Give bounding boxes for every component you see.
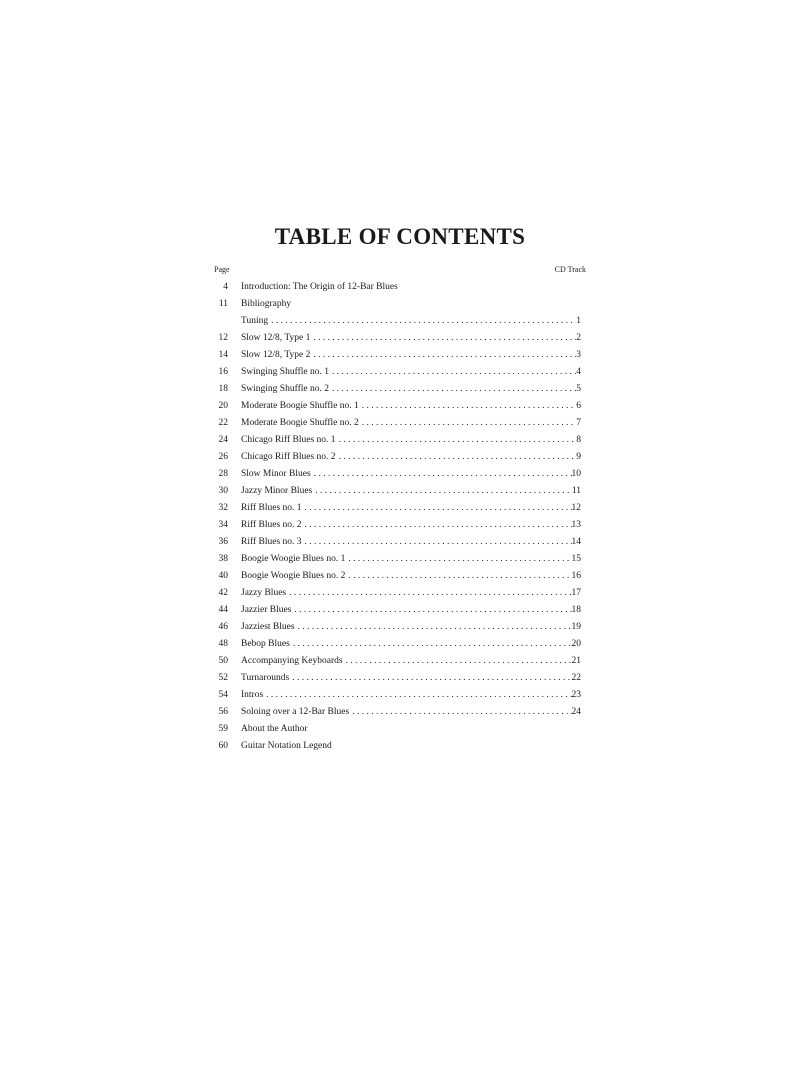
toc-entry-page: 32	[218, 503, 228, 513]
toc-entry-leader-line	[241, 602, 581, 619]
toc-entry-track: 10	[571, 469, 581, 479]
toc-entry-track: 16	[571, 571, 581, 581]
toc-entry-leader-line	[241, 670, 581, 687]
toc-list	[0, 279, 800, 755]
toc-entry	[0, 636, 800, 653]
toc-entry	[0, 415, 800, 432]
toc-entry-page: 38	[218, 554, 228, 564]
page-column-header: Page	[214, 265, 230, 274]
toc-entry-page: 44	[218, 605, 228, 615]
toc-entry-leader-line	[241, 415, 581, 432]
toc-entry	[0, 551, 800, 568]
toc-entry-track: 6	[576, 401, 581, 411]
toc-entry-page: 42	[218, 588, 228, 598]
leader-dots	[305, 517, 572, 534]
leader-dots	[348, 568, 571, 585]
toc-entry-title: Bebop Blues	[241, 639, 290, 649]
toc-entry-leader-line	[241, 347, 581, 364]
toc-entry	[0, 704, 800, 721]
toc-entry-page: 14	[218, 350, 228, 360]
toc-entry-track: 1	[576, 316, 581, 326]
toc-entry-leader-line	[241, 704, 581, 721]
toc-entry-title: Swinging Shuffle no. 2	[241, 384, 329, 394]
toc-entry	[0, 738, 800, 755]
cd-track-column-header: CD Track	[554, 265, 586, 274]
toc-entry	[0, 568, 800, 585]
toc-entry-title: Swinging Shuffle no. 1	[241, 367, 329, 377]
toc-entry-track: 17	[571, 588, 581, 598]
toc-entry-track: 18	[571, 605, 581, 615]
toc-entry-title: Moderate Boogie Shuffle no. 2	[241, 418, 359, 428]
leader-dots	[313, 347, 576, 364]
toc-entry-page: 36	[218, 537, 228, 547]
leader-dots	[294, 602, 571, 619]
toc-entry-title: Accompanying Keyboards	[241, 656, 343, 666]
toc-entry	[0, 687, 800, 704]
toc-entry	[0, 381, 800, 398]
toc-entry-title: Riff Blues no. 2	[241, 520, 302, 530]
toc-entry-leader-line	[241, 636, 581, 653]
toc-entry	[0, 500, 800, 517]
toc-entry-page: 11	[218, 299, 228, 309]
leader-dots	[314, 466, 572, 483]
toc-entry-title: Introduction: The Origin of 12-Bar Blues	[241, 282, 398, 292]
toc-entry-title: Jazziest Blues	[241, 622, 295, 632]
toc-entry-leader-line	[241, 517, 581, 534]
leader-dots	[332, 364, 576, 381]
toc-entry-page: 46	[218, 622, 228, 632]
toc-entry	[0, 619, 800, 636]
toc-entry-title: Soloing over a 12-Bar Blues	[241, 707, 350, 717]
toc-entry-page: 18	[218, 384, 228, 394]
toc-entry-title: Jazzy Minor Blues	[241, 486, 313, 496]
toc-entry-title: Slow 12/8, Type 2	[241, 350, 311, 360]
toc-entry-page: 40	[218, 571, 228, 581]
toc-entry-title: Chicago Riff Blues no. 2	[241, 452, 336, 462]
leader-dots	[352, 704, 571, 721]
toc-entry	[0, 279, 800, 296]
toc-entry-leader-line	[241, 313, 581, 330]
toc-entry-page: 50	[218, 656, 228, 666]
toc-entry-title: Intros	[241, 690, 264, 700]
toc-entry-leader-line	[241, 330, 581, 347]
toc-entry-page: 12	[218, 333, 228, 343]
toc-entry-leader-line	[241, 466, 581, 483]
toc-entry-track: 15	[571, 554, 581, 564]
toc-entry-track: 8	[576, 435, 581, 445]
toc-entry-title: Bibliography	[241, 299, 292, 309]
toc-entry-leader-line	[241, 398, 581, 415]
toc-entry	[0, 449, 800, 466]
toc-entry	[0, 517, 800, 534]
toc-entry-title: Jazzier Blues	[241, 605, 292, 615]
toc-entry	[0, 534, 800, 551]
toc-entry-track: 5	[576, 384, 581, 394]
leader-dots	[305, 534, 572, 551]
toc-entry-title: Guitar Notation Legend	[241, 741, 332, 751]
leader-dots	[292, 670, 571, 687]
toc-entry	[0, 585, 800, 602]
toc-entry-title: Jazzy Blues	[241, 588, 287, 598]
leader-dots	[313, 330, 576, 347]
toc-entry-page: 30	[218, 486, 228, 496]
leader-dots	[271, 313, 576, 330]
toc-entry-leader-line	[241, 449, 581, 466]
toc-entry-leader-line	[241, 687, 581, 704]
toc-entry	[0, 330, 800, 347]
toc-entry-track: 11	[571, 486, 581, 496]
toc-entry-page: 28	[218, 469, 228, 479]
leader-dots	[332, 381, 576, 398]
toc-entry-page: 26	[218, 452, 228, 462]
toc-entry-leader-line	[241, 585, 581, 602]
leader-dots	[362, 398, 576, 415]
toc-entry-page: 24	[218, 435, 228, 445]
toc-entry-page: 22	[218, 418, 228, 428]
leader-dots	[298, 619, 572, 636]
toc-entry	[0, 432, 800, 449]
toc-entry-page: 4	[223, 282, 228, 292]
toc-entry-track: 19	[571, 622, 581, 632]
toc-entry-leader-line	[241, 364, 581, 381]
toc-entry	[0, 364, 800, 381]
toc-entry-page: 34	[218, 520, 228, 530]
toc-entry	[0, 398, 800, 415]
toc-entry-page: 52	[218, 673, 228, 683]
toc-entry-page: 16	[218, 367, 228, 377]
toc-entry-track: 3	[576, 350, 581, 360]
toc-entry-track: 22	[571, 673, 581, 683]
leader-dots	[346, 653, 572, 670]
toc-entry-leader-line	[241, 381, 581, 398]
toc-entry	[0, 347, 800, 364]
leader-dots	[362, 415, 576, 432]
toc-entry-track: 14	[571, 537, 581, 547]
toc-entry-track: 13	[571, 520, 581, 530]
leader-dots	[266, 687, 571, 704]
toc-entry-page: 60	[218, 741, 228, 751]
toc-entry	[0, 602, 800, 619]
leader-dots	[289, 585, 571, 602]
leader-dots	[305, 500, 572, 517]
toc-entry-title: Boogie Woogie Blues no. 1	[241, 554, 346, 564]
toc-entry-title: Turnarounds	[241, 673, 290, 683]
toc-entry	[0, 483, 800, 500]
toc-entry-page: 20	[218, 401, 228, 411]
toc-entry-leader-line	[241, 432, 581, 449]
toc-entry	[0, 296, 800, 313]
toc-entry-title: Tuning	[241, 316, 269, 326]
toc-entry-track: 20	[571, 639, 581, 649]
leader-dots	[293, 636, 572, 653]
toc-entry-title: Moderate Boogie Shuffle no. 1	[241, 401, 359, 411]
toc-entry-track: 7	[576, 418, 581, 428]
toc-entry-title: Slow 12/8, Type 1	[241, 333, 311, 343]
toc-entry	[0, 466, 800, 483]
toc-entry-title: Boogie Woogie Blues no. 2	[241, 571, 346, 581]
toc-entry-page: 59	[218, 724, 228, 734]
page-title: TABLE OF CONTENTS	[274, 224, 526, 249]
toc-entry-title: Slow Minor Blues	[241, 469, 311, 479]
toc-entry-title: Riff Blues no. 3	[241, 537, 302, 547]
toc-entry-page: 56	[218, 707, 228, 717]
toc-entry-track: 24	[571, 707, 581, 717]
toc-entry-leader-line	[241, 551, 581, 568]
toc-entry-track: 12	[571, 503, 581, 513]
leader-dots	[339, 432, 577, 449]
toc-entry-title: Chicago Riff Blues no. 1	[241, 435, 336, 445]
toc-entry-leader-line	[241, 568, 581, 585]
toc-entry-track: 23	[571, 690, 581, 700]
toc-entry-track: 2	[576, 333, 581, 343]
toc-entry-leader-line	[241, 619, 581, 636]
toc-entry-leader-line	[241, 500, 581, 517]
toc-entry-track: 21	[571, 656, 581, 666]
toc-entry-leader-line	[241, 483, 581, 500]
toc-entry	[0, 721, 800, 738]
leader-dots	[339, 449, 577, 466]
toc-entry-track: 4	[576, 367, 581, 377]
toc-entry-title: Riff Blues no. 1	[241, 503, 302, 513]
toc-entry-leader-line	[241, 653, 581, 670]
toc-entry-leader-line	[241, 534, 581, 551]
leader-dots	[315, 483, 572, 500]
leader-dots	[348, 551, 571, 568]
toc-entry-page: 54	[218, 690, 228, 700]
toc-entry	[0, 653, 800, 670]
toc-entry-page: 48	[218, 639, 228, 649]
toc-entry	[0, 313, 800, 330]
toc-entry-track: 9	[576, 452, 581, 462]
toc-entry	[0, 670, 800, 687]
toc-entry-title: About the Author	[241, 724, 308, 734]
